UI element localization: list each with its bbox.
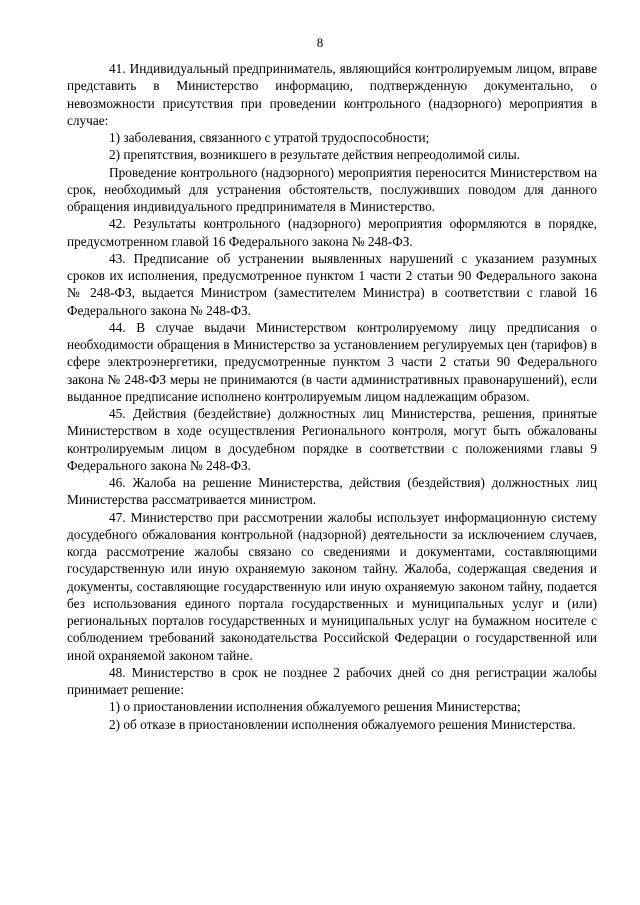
paragraph-46: 46. Жалоба на решение Министерства, действия (бездействия) должностных лиц Министерства рассматривается министром.	[67, 475, 597, 508]
paragraph-44: 44. В случае выдачи Министерством контролируемому лицу предписания о необходимости обращения в Министерство за установлением регулируемых цен (тарифов) в сфере электроэнергетики, предусмотренные пунктом 3 части 2 статьи 90 Федерального закона № 248-ФЗ меры не принимаются (в части административных правонарушений), если выданное предписание исполнено контролируемым лицом надлежащим образом.	[67, 319, 597, 404]
paragraph-45: 45. Действия (бездействие) должностных лиц Министерства, решения, принятые Министерством в ходе осуществления Регионального контроля, могут быть обжалованы контролируемым лицом в досудебном порядке в соответствии с положениями главы 9 Федерального закона № 248-ФЗ.	[67, 406, 597, 473]
paragraph-48: 48. Министерство в срок не позднее 2 рабочих дней со дня регистрации жалобы принимает решение:	[67, 664, 597, 697]
document-body	[67, 60, 597, 733]
paragraph-47: 47. Министерство при рассмотрении жалобы использует информационную систему досудебного обжалования контрольной (надзорной) деятельности за исключением случаев, когда рассмотрение жалобы связано со сведениями и документами, составляющими государственную или иную охраняемую законом тайну. Жалоба, содержащая сведения и документы, составляющие государственную или иную охраняемую законом тайну, подается без использования единого портала государственных и муниципальных услуг и (или) региональных порталов государственных и муниципальных услуг на бумажном носителе с соблюдением требований законодательства Российской Федерации о государственной или иной охраняемой законом тайне.	[67, 509, 597, 663]
paragraph-41-postponement: Проведение контрольного (надзорного) мероприятия переносится Министерством на срок, необходимый для устранения обстоятельств, послуживших поводом для данного обращения индивидуального предпринимателя в Министерство.	[67, 164, 597, 214]
paragraph-41-item-2: 2) препятствия, возникшего в результате действия непреодолимой силы.	[109, 147, 520, 163]
paragraph-43: 43. Предписание об устранении выявленных нарушений с указанием разумных сроков их исполнения, предусмотренное пунктом 1 части 2 статьи 90 Федерального закона № 248-ФЗ, выдается Министром (заместителем Министра) в соответствии с главой 16 Федерального закона № 248-ФЗ.	[67, 250, 597, 318]
paragraph-41: 41. Индивидуальный предприниматель, являющийся контролируемым лицом, вправе представить в Министерство информацию, подтвержденную документально, о невозможности присутствия при проведении контрольного (надзорного) мероприятия в случае:	[67, 61, 597, 128]
paragraph-48-item-2: 2) об отказе в приостановлении исполнения обжалуемого решения Министерства.	[109, 716, 576, 732]
page-number: 8	[316, 35, 324, 50]
paragraph-42: 42. Результаты контрольного (надзорного) мероприятия оформляются в порядке, предусмотренном главой 16 Федерального закона № 248-ФЗ.	[67, 216, 597, 249]
paragraph-41-item-1: 1) заболевания, связанного с утратой трудоспособности;	[109, 130, 430, 145]
paragraph-48-item-1: 1) о приостановлении исполнения обжалуемого решения Министерства;	[109, 699, 521, 715]
